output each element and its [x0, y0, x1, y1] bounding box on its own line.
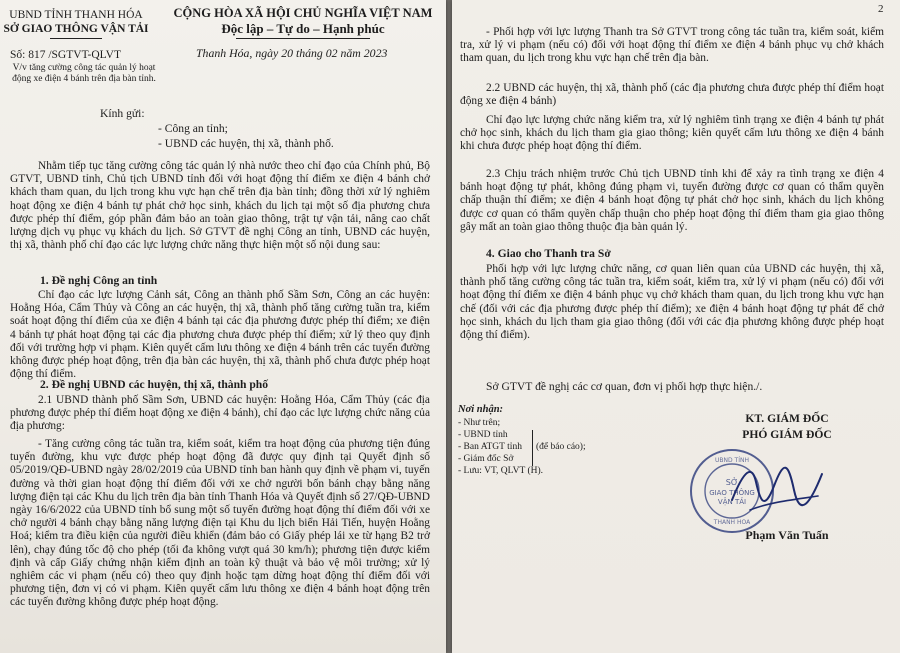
section-2-2-paragraph: Chỉ đạo lực lượng chức năng kiểm tra, xử lý nghiêm tình trạng xe điện 4 bánh tự phát chở học sinh, khách du lịch tham gia giao thông; kiên quyết cấm lưu thông xe điện 4 bánh khi chưa được phép hoạt động thí điểm. [460, 114, 884, 153]
svg-text:THANH HÓA: THANH HÓA [713, 519, 751, 526]
document-page-2 [452, 0, 900, 653]
document-number: Số: 817 /SGTVT-QLVT [10, 49, 121, 61]
recipients-brace [528, 430, 533, 466]
section-2-2-heading: 2.2 UBND các huyện, thị xã, thành phố (các địa phương chưa được phép thí điểm hoạt động xe điện 4 bánh) [460, 82, 884, 108]
recipients-item-5: - Lưu: VT, QLVT (H). [458, 466, 544, 476]
section-2-3-paragraph: 2.3 Chịu trách nhiệm trước Chủ tịch UBND tỉnh khi để xảy ra tình trạng xe điện 4 bánh hoạt động tự phát, không đúng phạm vi, tuyến đường được cơ quan có thẩm quyền chấp thuận thí điểm; xe điện 4 bánh hoạt động tự phát chở học sinh, khách du lịch không được cơ quan có thẩm quyền chấp thuận cho phép hoạt động thí điểm tham gia giao thông gây mất an toàn giao thông thuộc địa bàn quản lý. [460, 168, 884, 233]
document-subject: V/v tăng cường công tác quản lý hoạt động xe điện 4 bánh trên địa bàn tỉnh. [12, 63, 156, 84]
recipients-item-3: - Ban ATGT tỉnh [458, 442, 522, 452]
motto-underline [236, 38, 370, 39]
section-2-heading: 2. Đề nghị UBND các huyện, thị xã, thành phố [40, 378, 269, 391]
recipients-item-4: - Giám đốc Sở [458, 454, 514, 464]
document-date: Thanh Hóa, ngày 20 tháng 02 năm 2023 [196, 46, 388, 60]
recipients-heading: Nơi nhận: [458, 404, 504, 415]
signature-title-1: KT. GIÁM ĐỐC [745, 412, 829, 425]
svg-text:VẬN TẢI: VẬN TẢI [717, 498, 747, 506]
closing-line: Sở GTVT đề nghị các cơ quan, đơn vị phối hợp thực hiện./. [486, 380, 763, 393]
section-1-paragraph: Chỉ đạo các lực lượng Cảnh sát, Công an thành phố Sầm Sơn, Công an các huyện: Hoằng Hóa, Cẩm Thủy và Công an các huyện, thị xã, thành phố tăng cường tuần tra, kiểm soát hoạt động thí điểm của xe điện 4 bánh tại các địa phương được phép thí điểm; xe điện 4 bánh tự phát hoạt động tại các địa phương chưa được phép thí điểm; xử lý theo quy định đối với trường hợp vi phạm. Kiên quyết cấm lưu thông xe điện 4 bánh trên các tuyến đường không được phép hoạt động, trên địa bàn các huyện, thị xã, thành phố chưa được phép hoạt động thí điểm. [10, 289, 430, 381]
recipients-item-1: - Như trên; [458, 418, 501, 428]
svg-text:SỞ: SỞ [725, 478, 739, 487]
coordination-paragraph: - Phối hợp với lực lượng Thanh tra Sở GTVT trong công tác tuần tra, kiểm soát, kiểm tra, xử lý vi phạm (nếu có) đối với hoạt động thí điểm xe điện 4 bánh phục vụ chở khách tham quan, du lịch trong khu vực hạn chế trên địa bàn. [460, 26, 884, 65]
recipient-police: - Công an tỉnh; [158, 122, 228, 135]
intro-paragraph: Nhằm tiếp tục tăng cường công tác quản lý nhà nước theo chỉ đạo của Chính phủ, Bộ GTVT, UBND tỉnh, Chủ tịch UBND tỉnh đối với hoạt động thí điểm xe điện 4 bánh chở khách tham quan, du lịch trong khu vực hạn chế trên địa bàn tỉnh; đồng thời xử lý nghiêm hoạt động xe điện 4 bánh tự phát chở học sinh, khách du lịch tại một số địa phương chưa được phép thí điểm, góp phần đảm bảo an toàn giao thông, trật tự vận tải, nâng cao chất lượng dịch vụ phục vụ khách du lịch. Sở GTVT đề nghị Công an tỉnh, UBND các huyện, thị xã, thành phố chỉ đạo các lực lượng chức năng thực hiện một số nội dung sau: [10, 160, 430, 252]
recipients-report-note: (để báo cáo); [536, 442, 586, 452]
recipients-item-2: - UBND tỉnh [458, 430, 508, 440]
national-motto: Độc lập – Tự do – Hạnh phúc [221, 21, 385, 36]
svg-text:GIAO THÔNG: GIAO THÔNG [709, 489, 755, 497]
org-line-1: UBND TỈNH THANH HÓA [9, 9, 143, 21]
section-2-1-details: - Tăng cường công tác tuần tra, kiểm soát, kiểm tra hoạt động của phương tiện đúng tuyến đường, khu vực được phép hoạt động đã được quy định tại Quyết định số 05/2019/QĐ-UBND ngày 28/02/2019 của UBND tỉnh ban hành quy định về phạm vi, tuyến đường và thời gian hoạt động thí điểm đối với xe chở người bốn bánh chạy bằng năng lượng điện tại các Khu du lịch trên địa bàn tỉnh Thanh Hóa và Quyết định số 27/QĐ-UBND ngày 16/6/2022 của UBND tỉnh bổ sung một số tuyến đường hoạt động thí điểm đối với xe chở người 4 bánh chạy bằng năng lượng điện tại Khu du lịch biển Hải Tiến, huyện Hoằng Hoá; kiểm tra điều kiện của người điều khiển (đảm bảo có Giấy phép lái xe từ hạng B2 trở lên), chạy đúng tốc độ cho phép (tối đa không vượt quá 30 km/h); phương tiện được kiểm định và cấp Giấy chứng nhận kiểm định an toàn kỹ thuật và bảo vệ môi trường; xử lý nghiêm các vi phạm (nếu có) theo quy định hoặc tạm dừng hoạt động thí điểm đối với phương tiện, đơn vị có vi phạm. Kiên quyết cấm lưu thông xe điện 4 bánh hoạt động trên các tuyến đường không được phép hoạt động. [10, 438, 430, 609]
recipient-districts: - UBND các huyện, thị xã, thành phố. [158, 137, 334, 150]
section-4-paragraph: Phối hợp với lực lượng chức năng, cơ quan liên quan của UBND các huyện, thị xã, thành phố tăng cường công tác tuần tra, kiểm soát, kiểm tra, xử lý vi phạm (nếu có) đối với hoạt động thí điểm xe điện 4 bánh phục vụ chở khách tham quan, du lịch trong khu vực hạn chế (đối với các địa phương được phép thí điểm); xe điện 4 bánh hoạt động tự phát để chở học sinh, khách du lịch tham gia giao thông (đối với các địa phương không được phép hoạt động thí điểm). [460, 263, 884, 342]
signature-title-2: PHÓ GIÁM ĐỐC [742, 428, 832, 441]
handwritten-signature [722, 452, 832, 522]
country-name: CỘNG HÒA XÃ HỘI CHỦ NGHĨA VIỆT NAM [173, 6, 433, 20]
signer-name: Phạm Văn Tuấn [745, 528, 829, 542]
org-line-2: SỞ GIAO THÔNG VẬN TẢI [3, 23, 149, 35]
section-1-heading: 1. Đề nghị Công an tỉnh [40, 274, 158, 287]
org-underline [50, 38, 102, 39]
svg-text:UBND TỈNH: UBND TỈNH [715, 457, 749, 464]
section-2-1-paragraph: 2.1 UBND thành phố Sầm Sơn, UBND các huyện: Hoằng Hóa, Cẩm Thủy (các địa phương được phép thí điểm hoạt động xe điện 4 bánh), chỉ đạo các lực lượng chức năng của địa phương: [10, 394, 430, 433]
page-number: 2 [878, 3, 884, 15]
section-4-heading: 4. Giao cho Thanh tra Sở [486, 247, 611, 260]
greeting: Kính gửi: [100, 107, 145, 120]
document-page-1 [0, 0, 446, 653]
